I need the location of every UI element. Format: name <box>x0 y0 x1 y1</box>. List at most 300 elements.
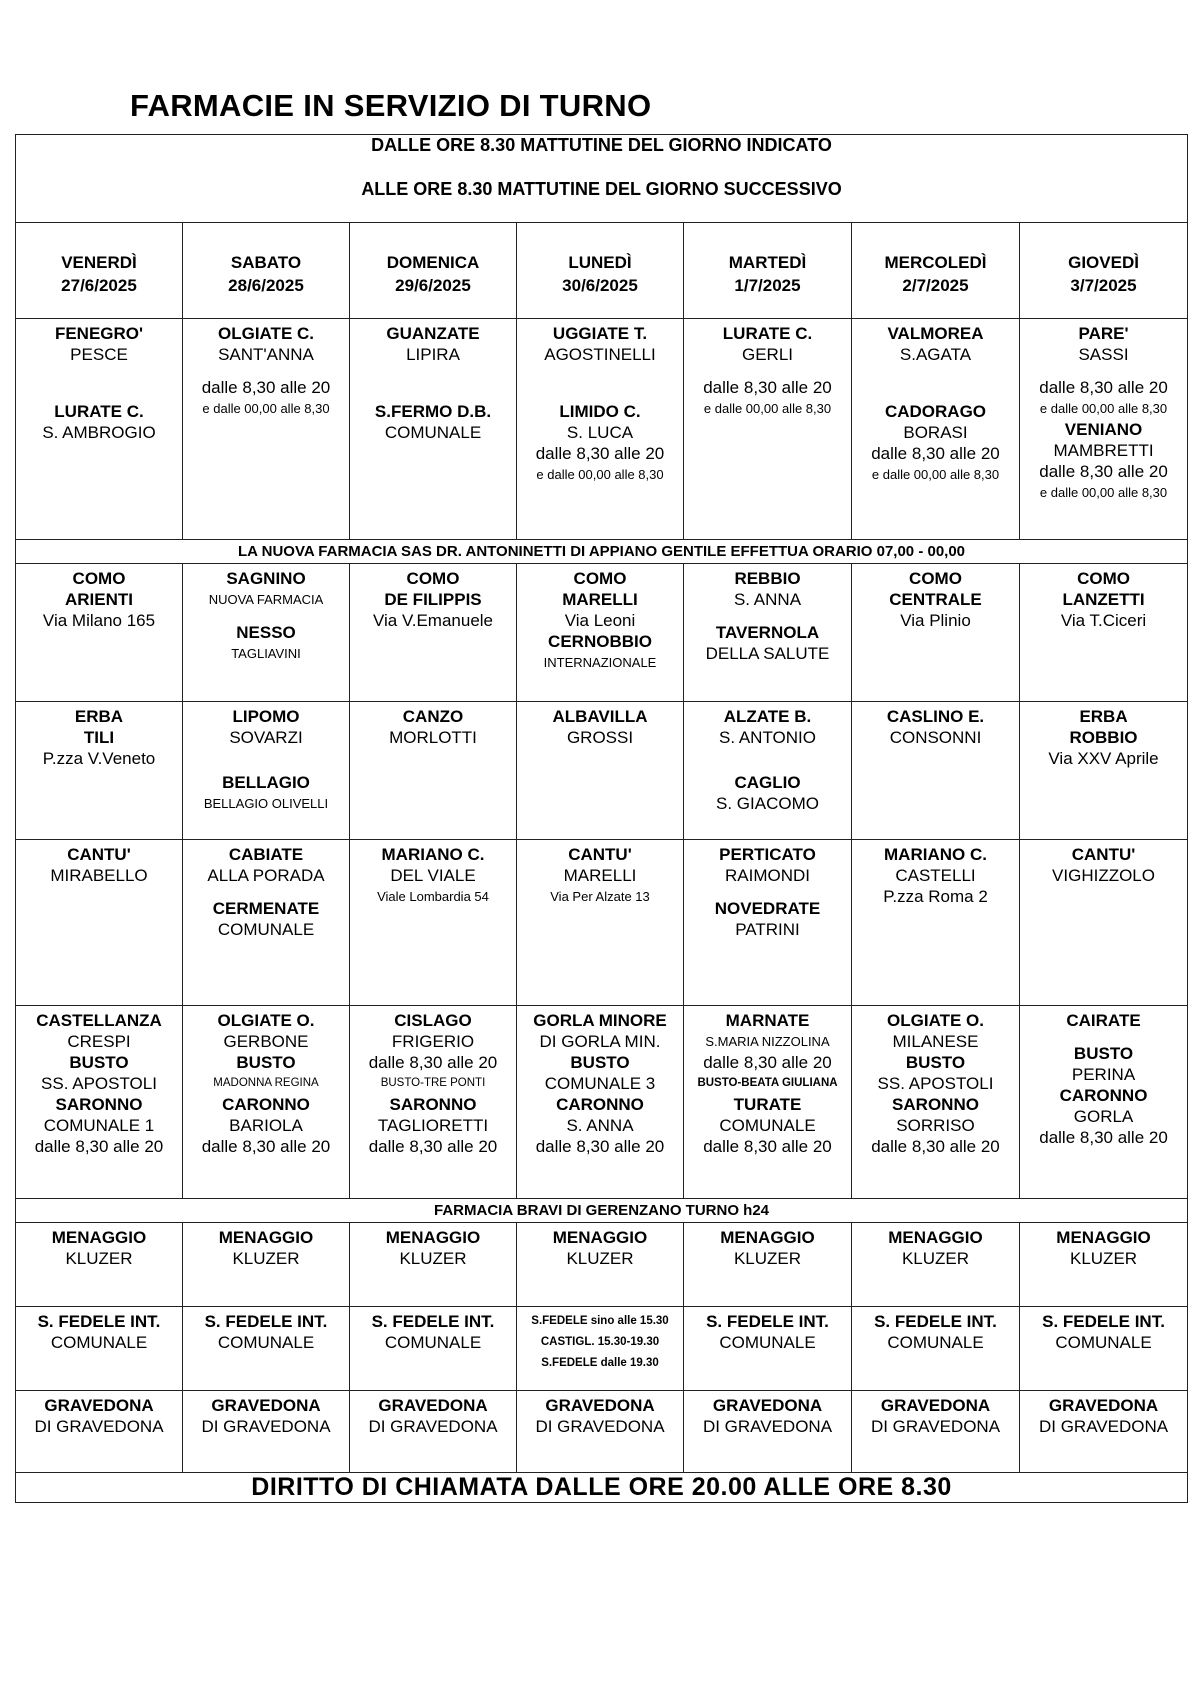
pharmacy-detail: Via Leoni <box>564 611 636 630</box>
pharmacy-detail: e dalle 00,00 alle 8,30 <box>1039 401 1168 416</box>
schedule-cell <box>684 319 852 540</box>
pharmacy-town: MENAGGIO <box>888 1228 983 1247</box>
pharmacy-detail: KLUZER <box>399 1249 467 1268</box>
pharmacy-detail: dalle 8,30 alle 20 <box>703 1137 832 1156</box>
spacer <box>350 389 516 401</box>
schedule-cell <box>852 1006 1020 1199</box>
spacer <box>684 760 851 772</box>
schedule-cell <box>1020 1307 1188 1391</box>
schedule-row <box>16 319 1188 540</box>
pharmacy-detail: SS. APOSTOLI <box>877 1074 994 1093</box>
pharmacy-town: S. FEDELE INT. <box>1042 1312 1165 1331</box>
spacer <box>852 365 1019 377</box>
pharmacy-town: LIMIDO C. <box>559 402 641 421</box>
pharmacy-town: S. FEDELE INT. <box>706 1312 829 1331</box>
schedule-cell <box>852 702 1020 840</box>
pharmacy-town: S.FEDELE sino alle 15.30 <box>531 1315 669 1327</box>
pharmacy-town: NOVEDRATE <box>714 899 821 918</box>
pharmacy-detail: P.zza Roma 2 <box>883 887 988 906</box>
pharmacy-detail: SS. APOSTOLI <box>41 1074 157 1093</box>
pharmacy-town: PERTICATO <box>719 845 816 864</box>
pharmacy-town: GRAVEDONA <box>378 1396 488 1415</box>
day-name: DOMENICA <box>386 253 480 272</box>
pharmacy-town: MENAGGIO <box>552 1228 648 1247</box>
pharmacy-detail: DI GRAVEDONA <box>1038 1417 1169 1436</box>
pharmacy-town: S. FEDELE INT. <box>37 1312 161 1331</box>
schedule-cell <box>1020 564 1188 702</box>
pharmacy-detail: COMUNALE <box>719 1333 816 1352</box>
schedule-cell <box>684 1391 852 1473</box>
pharmacy-detail: GORLA <box>1073 1107 1134 1126</box>
spacer <box>517 389 683 401</box>
pharmacy-town: COMO <box>406 569 460 588</box>
footer-row <box>16 1473 1188 1503</box>
pharmacy-detail: NUOVA FARMACIA <box>208 592 324 607</box>
pharmacy-detail: DEL VIALE <box>390 866 476 885</box>
pharmacy-detail: ALLA PORADA <box>207 866 325 885</box>
schedule-cell <box>350 1307 517 1391</box>
schedule-cell <box>852 1307 1020 1391</box>
pharmacy-detail: TAGLIAVINI <box>231 646 301 661</box>
day-name: LUNEDÌ <box>568 253 632 272</box>
pharmacy-detail: dalle 8,30 alle 20 <box>1039 378 1168 397</box>
pharmacy-town: MENAGGIO <box>51 1228 147 1247</box>
pharmacy-detail: COMUNALE 1 <box>43 1116 155 1135</box>
pharmacy-detail: DI GRAVEDONA <box>535 1417 665 1436</box>
pharmacy-detail: dalle 8,30 alle 20 <box>1039 462 1168 481</box>
day-name: GIOVEDÌ <box>1068 253 1139 272</box>
pharmacy-detail: MIRABELLO <box>50 866 148 885</box>
pharmacy-town: BUSTO <box>570 1053 630 1072</box>
pharmacy-town: MARIANO C. <box>884 845 987 864</box>
pharmacy-town: CARONNO <box>222 1095 310 1114</box>
pharmacy-detail: DI GRAVEDONA <box>368 1417 498 1436</box>
spacer <box>1020 365 1187 377</box>
service-hours-header <box>16 135 1188 223</box>
pharmacy-town: TURATE <box>733 1095 802 1114</box>
day-date: 27/6/2025 <box>61 276 137 295</box>
schedule-cell <box>517 702 684 840</box>
pharmacy-detail: DI GRAVEDONA <box>34 1417 164 1436</box>
pharmacy-detail: dalle 8,30 alle 20 <box>201 1137 331 1156</box>
pharmacy-detail: KLUZER <box>566 1249 634 1268</box>
pharmacy-town: ARIENTI <box>65 590 133 609</box>
schedule-cell <box>517 319 684 540</box>
schedule-cell <box>183 319 350 540</box>
page-title: FARMACIE IN SERVIZIO DI TURNO <box>130 88 652 123</box>
spacer <box>350 377 516 389</box>
pharmacy-town: CANTU' <box>568 845 632 864</box>
schedule-cell <box>852 319 1020 540</box>
pharmacy-town: SARONNO <box>55 1095 143 1114</box>
pharmacy-town: SARONNO <box>389 1095 477 1114</box>
pharmacy-detail: COMUNALE <box>50 1333 148 1352</box>
pharmacy-town: MENAGGIO <box>218 1228 314 1247</box>
schedule-cell <box>852 840 1020 1006</box>
pharmacy-town: CADORAGO <box>884 402 987 421</box>
pharmacy-town: MENAGGIO <box>385 1228 481 1247</box>
spacer <box>684 886 851 898</box>
pharmacy-town: TILI <box>83 728 115 747</box>
pharmacy-town: BELLAGIO <box>222 773 310 792</box>
pharmacy-town: BUSTO <box>236 1053 296 1072</box>
pharmacy-detail: dalle 8,30 alle 20 <box>368 1053 498 1072</box>
pharmacy-detail: CRESPI <box>67 1032 131 1051</box>
pharmacy-detail: VIGHIZZOLO <box>1052 866 1155 885</box>
day-name: MARTEDÌ <box>728 253 807 272</box>
pharmacy-town: ROBBIO <box>1069 728 1138 747</box>
pharmacy-detail: e dalle 00,00 alle 8,30 <box>871 467 1000 482</box>
pharmacy-detail: COMUNALE <box>217 920 315 939</box>
schedule-cell <box>1020 319 1188 540</box>
pharmacy-detail: dalle 8,30 alle 20 <box>1039 1128 1168 1147</box>
schedule-cell <box>350 1223 517 1307</box>
header-row <box>16 135 1188 223</box>
pharmacy-detail: S. ANNA <box>733 590 802 609</box>
pharmacy-town: GUANZATE <box>386 324 480 343</box>
pharmacy-detail: SASSI <box>1078 345 1129 364</box>
day-date: 3/7/2025 <box>1070 276 1137 295</box>
day-date: 29/6/2025 <box>395 276 471 295</box>
pharmacy-town: SARONNO <box>892 1095 979 1114</box>
pharmacy-detail: CASTELLI <box>895 866 976 885</box>
spacer <box>16 377 182 389</box>
pharmacy-detail: KLUZER <box>1069 1249 1138 1268</box>
pharmacy-detail: e dalle 00,00 alle 8,30 <box>202 401 330 416</box>
pharmacy-town: CANZO <box>402 707 464 726</box>
schedule-cell <box>16 1006 183 1199</box>
pharmacy-town: VALMOREA <box>887 324 984 343</box>
schedule-cell <box>350 319 517 540</box>
schedule-cell <box>183 840 350 1006</box>
schedule-cell <box>517 1307 684 1391</box>
schedule-cell <box>684 840 852 1006</box>
pharmacy-detail: Via Per Alzate 13 <box>550 889 650 904</box>
days-row <box>16 223 1188 319</box>
pharmacy-town: BUSTO <box>69 1053 129 1072</box>
spacer <box>684 748 851 760</box>
schedule-cell <box>183 1307 350 1391</box>
pharmacy-town: COMO <box>1077 569 1130 588</box>
pharmacy-town: NESSO <box>236 623 296 642</box>
pharmacy-town: MENAGGIO <box>720 1228 815 1247</box>
spacer <box>852 389 1019 401</box>
schedule-cell <box>1020 1391 1188 1473</box>
schedule-cell <box>1020 840 1188 1006</box>
pharmacy-detail: DI GRAVEDONA <box>201 1417 331 1436</box>
pharmacy-detail: MAMBRETTI <box>1053 441 1154 460</box>
notice-row <box>16 1199 1188 1223</box>
pharmacy-detail: COMUNALE <box>217 1333 315 1352</box>
pharmacy-town: BUSTO <box>905 1053 966 1072</box>
pharmacy-detail: dalle 8,30 alle 20 <box>34 1137 164 1156</box>
schedule-cell <box>183 564 350 702</box>
pharmacy-town: OLGIATE C. <box>217 324 314 343</box>
pharmacy-town: BUSTO <box>1073 1044 1134 1063</box>
schedule-cell <box>517 1223 684 1307</box>
pharmacy-detail: dalle 8,30 alle 20 <box>535 444 665 463</box>
schedule-cell <box>517 840 684 1006</box>
schedule-cell <box>16 1391 183 1473</box>
pharmacy-detail: dalle 8,30 alle 20 <box>871 444 1000 463</box>
pharmacy-detail: DELLA SALUTE <box>705 644 830 663</box>
schedule-cell <box>16 1307 183 1391</box>
pharmacy-town: MARNATE <box>725 1011 810 1030</box>
pharmacy-detail: S. AMBROGIO <box>42 423 156 442</box>
schedule-cell <box>684 702 852 840</box>
pharmacy-town: MENAGGIO <box>1056 1228 1151 1247</box>
opening-hours-notice: LA NUOVA FARMACIA SAS DR. ANTONINETTI DI APPIANO GENTILE EFFETTUA ORARIO 07,00 - 00,00 <box>16 540 1188 564</box>
pharmacy-town: CABIATE <box>228 845 304 864</box>
spacer <box>16 365 182 377</box>
pharmacy-detail: BELLAGIO OLIVELLI <box>203 796 329 811</box>
pharmacy-detail: dalle 8,30 alle 20 <box>535 1137 665 1156</box>
pharmacy-town: PARE' <box>1078 324 1129 343</box>
schedule-cell <box>852 1223 1020 1307</box>
spacer <box>183 760 349 772</box>
pharmacy-town: ERBA <box>74 707 124 726</box>
pharmacy-detail: COMUNALE <box>719 1116 816 1135</box>
schedule-cell <box>1020 1006 1188 1199</box>
pharmacy-town: GRAVEDONA <box>1048 1396 1159 1415</box>
pharmacy-town: GORLA MINORE <box>533 1011 667 1030</box>
pharmacy-town: COMO <box>72 569 126 588</box>
pharmacy-detail: Via Milano 165 <box>42 611 156 630</box>
spacer <box>517 377 683 389</box>
pharmacy-detail: RAIMONDI <box>725 866 810 885</box>
pharmacy-detail: COMUNALE <box>887 1333 984 1352</box>
pharmacy-detail: COMUNALE <box>1055 1333 1152 1352</box>
pharmacy-detail: KLUZER <box>733 1249 802 1268</box>
service-hours-line-1: DALLE ORE 8.30 MATTUTINE DEL GIORNO INDICATO <box>371 135 832 155</box>
pharmacy-detail: dalle 8,30 alle 20 <box>871 1137 1000 1156</box>
schedule-row <box>16 1307 1188 1391</box>
pharmacy-town: TAVERNOLA <box>715 623 820 642</box>
pharmacy-town: LURATE C. <box>722 324 813 343</box>
schedule-row <box>16 1391 1188 1473</box>
pharmacy-detail: e dalle 00,00 alle 8,30 <box>1039 485 1168 500</box>
day-header <box>350 223 517 319</box>
pharmacy-town: CAIRATE <box>1066 1011 1141 1030</box>
pharmacy-detail: P.zza V.Veneto <box>42 749 156 768</box>
pharmacy-detail: Via Plinio <box>900 611 971 630</box>
pharmacy-town: OLGIATE O. <box>887 1011 984 1030</box>
pharmacy-detail: S.AGATA <box>899 345 972 364</box>
pharmacy-town: S. FEDELE INT. <box>874 1312 997 1331</box>
pharmacy-detail: KLUZER <box>65 1249 133 1268</box>
pharmacy-detail: S. ANTONIO <box>719 728 816 747</box>
schedule-row <box>16 840 1188 1006</box>
schedule-cell <box>684 1307 852 1391</box>
schedule-cell <box>16 319 183 540</box>
schedule-cell <box>517 1006 684 1199</box>
pharmacy-detail: Viale Lombardia 54 <box>377 889 489 904</box>
day-header <box>16 223 183 319</box>
pharmacy-town: CERNOBBIO <box>548 632 652 651</box>
pharmacy-detail: Via V.Emanuele <box>372 611 494 630</box>
pharmacy-detail: COMUNALE 3 <box>544 1074 656 1093</box>
spacer <box>16 389 182 401</box>
call-fee-footer: DIRITTO DI CHIAMATA DALLE ORE 20.00 ALLE ORE 8.30 <box>16 1473 1188 1503</box>
pharmacy-detail: PESCE <box>70 345 128 364</box>
spacer <box>183 748 349 760</box>
pharmacy-town: LIPOMO <box>232 707 300 726</box>
pharmacy-town: GRAVEDONA <box>545 1396 655 1415</box>
pharmacy-detail: MILANESE <box>892 1032 979 1051</box>
pharmacy-detail: dalle 8,30 alle 20 <box>703 1053 832 1072</box>
pharmacy-town: GRAVEDONA <box>211 1396 321 1415</box>
schedule-cell <box>350 1006 517 1199</box>
schedule-cell <box>852 1391 1020 1473</box>
schedule-cell <box>16 702 183 840</box>
pharmacy-detail: SOVARZI <box>229 728 303 747</box>
pharmacy-detail: S. ANNA <box>566 1116 634 1135</box>
pharmacy-detail: S.MARIA NIZZOLINA <box>705 1034 830 1049</box>
pharmacy-detail: COMUNALE <box>384 423 482 442</box>
pharmacy-detail: MADONNA REGINA <box>213 1077 319 1089</box>
pharmacy-town: GRAVEDONA <box>44 1396 154 1415</box>
pharmacy-detail: S. LUCA <box>566 423 634 442</box>
pharmacy-detail: GERBONE <box>223 1032 309 1051</box>
schedule-row <box>16 1006 1188 1199</box>
day-date: 1/7/2025 <box>734 276 801 295</box>
day-date: 30/6/2025 <box>562 276 638 295</box>
pharmacy-detail: KLUZER <box>232 1249 300 1268</box>
schedule-cell <box>852 564 1020 702</box>
schedule-cell <box>517 1391 684 1473</box>
pharmacy-town: CAGLIO <box>734 773 801 792</box>
schedule-cell <box>16 1223 183 1307</box>
pharmacy-town: OLGIATE O. <box>217 1011 315 1030</box>
pharmacy-town: CANTU' <box>1071 845 1136 864</box>
notice-row <box>16 540 1188 564</box>
pharmacy-town: ALZATE B. <box>723 707 812 726</box>
pharmacy-detail: CONSONNI <box>889 728 982 747</box>
pharmacy-detail: DI GRAVEDONA <box>702 1417 833 1436</box>
pharmacy-town: CENTRALE <box>889 590 982 609</box>
pharmacy-detail: INTERNAZIONALE <box>543 655 657 670</box>
pharmacy-detail: SANT'ANNA <box>218 345 314 364</box>
spacer <box>1020 1031 1187 1043</box>
pharmacy-town: CASTELLANZA <box>36 1011 162 1030</box>
pharmacy-town: BUSTO-BEATA GIULIANA <box>697 1077 838 1089</box>
day-header <box>517 223 684 319</box>
day-header <box>684 223 852 319</box>
pharmacy-town: S. FEDELE INT. <box>371 1312 495 1331</box>
pharmacy-detail: SORRISO <box>896 1116 975 1135</box>
schedule-cell <box>1020 702 1188 840</box>
spacer <box>684 365 851 377</box>
pharmacy-detail: PATRINI <box>735 920 800 939</box>
day-header <box>183 223 350 319</box>
pharmacy-town: CERMENATE <box>212 899 320 918</box>
schedule-cell <box>183 1391 350 1473</box>
pharmacy-detail: Via XXV Aprile <box>1048 749 1159 768</box>
pharmacy-town: FENEGRO' <box>54 324 144 343</box>
pharmacy-detail: e dalle 00,00 alle 8,30 <box>703 401 832 416</box>
day-header <box>852 223 1020 319</box>
schedule-row <box>16 564 1188 702</box>
schedule-cell <box>684 564 852 702</box>
day-date: 2/7/2025 <box>902 276 969 295</box>
pharmacy-detail: DI GORLA MIN. <box>539 1032 661 1051</box>
spacer <box>350 365 516 377</box>
pharmacy-town: CARONNO <box>1059 1086 1148 1105</box>
spacer <box>684 610 851 622</box>
schedule-cell <box>517 564 684 702</box>
day-name: MERCOLEDÌ <box>884 253 987 272</box>
pharmacy-town: S.FERMO D.B. <box>374 402 492 421</box>
pharmacy-detail: COMUNALE <box>384 1333 482 1352</box>
pharmacy-detail: TAGLIORETTI <box>377 1116 489 1135</box>
pharmacy-town: ALBAVILLA <box>552 707 648 726</box>
pharmacy-town: LANZETTI <box>1062 590 1145 609</box>
pharmacy-town: COMO <box>573 569 627 588</box>
pharmacy-detail: BARIOLA <box>229 1116 303 1135</box>
pharmacy-detail: dalle 8,30 alle 20 <box>201 378 331 397</box>
day-name: VENERDÌ <box>61 253 137 272</box>
pharmacy-town: VENIANO <box>1064 420 1143 439</box>
schedule-cell <box>684 1223 852 1307</box>
pharmacy-town: SAGNINO <box>226 569 306 588</box>
pharmacy-detail: S. GIACOMO <box>716 794 819 813</box>
spacer <box>183 610 349 622</box>
schedule-cell <box>350 1391 517 1473</box>
h24-notice: FARMACIA BRAVI DI GERENZANO TURNO h24 <box>16 1199 1188 1223</box>
schedule-cell <box>183 702 350 840</box>
pharmacy-detail: LIPIRA <box>406 345 460 364</box>
pharmacy-town: CANTU' <box>67 845 131 864</box>
pharmacy-town: MARIANO C. <box>381 845 485 864</box>
pharmacy-town: LURATE C. <box>54 402 144 421</box>
schedule-cell <box>16 564 183 702</box>
pharmacy-detail: dalle 8,30 alle 20 <box>703 378 832 397</box>
duty-schedule-table <box>15 134 1188 1503</box>
pharmacy-detail: BORASI <box>903 423 968 442</box>
spacer <box>183 886 349 898</box>
schedule-cell <box>1020 1223 1188 1307</box>
pharmacy-town: ERBA <box>1079 707 1128 726</box>
pharmacy-town: CASTIGL. 15.30-19.30 <box>540 1336 660 1348</box>
spacer <box>852 377 1019 389</box>
pharmacy-detail: GERLI <box>741 345 794 364</box>
pharmacy-detail: dalle 8,30 alle 20 <box>368 1137 498 1156</box>
schedule-row <box>16 1223 1188 1307</box>
spacer <box>517 365 683 377</box>
day-name: SABATO <box>230 253 302 272</box>
schedule-cell <box>350 702 517 840</box>
pharmacy-town: DE FILIPPIS <box>384 590 482 609</box>
pharmacy-town: CISLAGO <box>394 1011 472 1030</box>
pharmacy-detail: MARELLI <box>563 866 637 885</box>
day-header <box>1020 223 1188 319</box>
schedule-cell <box>684 1006 852 1199</box>
schedule-row <box>16 702 1188 840</box>
pharmacy-town: CASLINO E. <box>886 707 985 726</box>
pharmacy-detail: FRIGERIO <box>391 1032 475 1051</box>
pharmacy-town: S. FEDELE INT. <box>204 1312 328 1331</box>
pharmacy-detail: Via T.Ciceri <box>1060 611 1147 630</box>
schedule-cell <box>350 840 517 1006</box>
pharmacy-town: GRAVEDONA <box>880 1396 991 1415</box>
schedule-cell <box>183 1223 350 1307</box>
pharmacy-detail: DI GRAVEDONA <box>870 1417 1001 1436</box>
day-date: 28/6/2025 <box>228 276 304 295</box>
pharmacy-town: S.FEDELE dalle 19.30 <box>541 1357 659 1369</box>
pharmacy-town: CARONNO <box>556 1095 644 1114</box>
pharmacy-town: MARELLI <box>562 590 638 609</box>
pharmacy-detail: BUSTO-TRE PONTI <box>380 1077 486 1089</box>
